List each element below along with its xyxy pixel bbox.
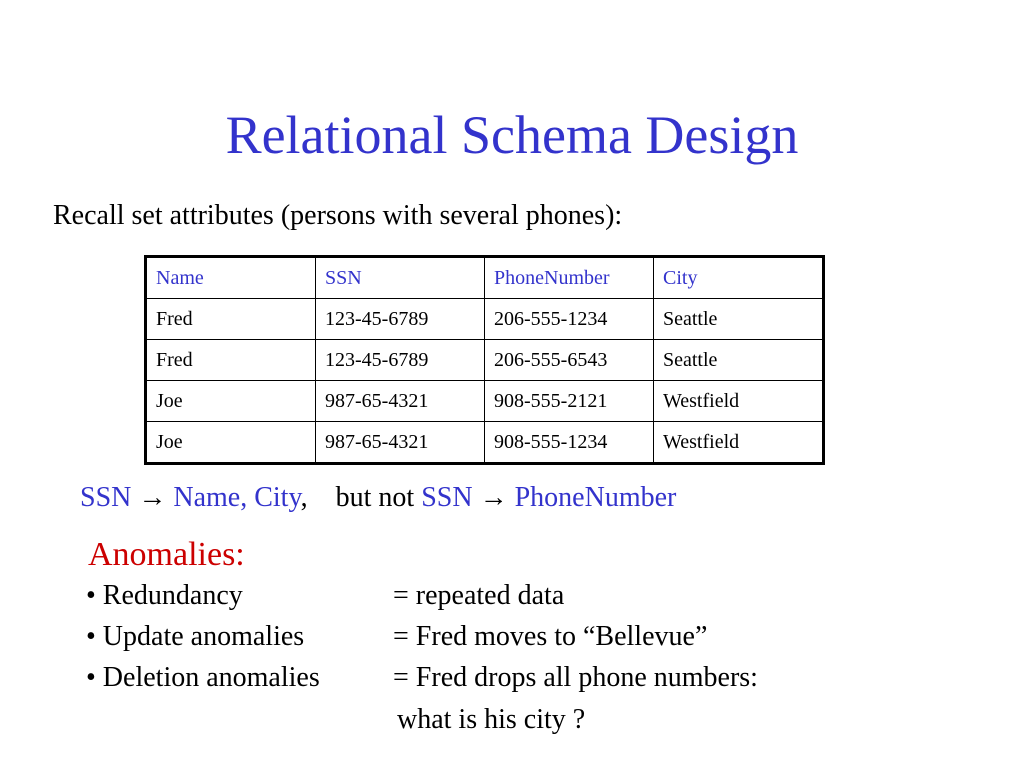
table-header-row bbox=[147, 258, 822, 299]
column-header-ssn: SSN bbox=[316, 258, 485, 299]
cell-city: Seattle bbox=[654, 340, 823, 381]
column-header-name: Name bbox=[147, 258, 316, 299]
anomaly-term: • Redundancy bbox=[86, 580, 243, 611]
cell-city: Westfield bbox=[654, 422, 823, 463]
anomaly-definition: = Fred moves to “Bellevue” bbox=[393, 621, 708, 652]
intro-text: Recall set attributes (persons with several phones): bbox=[53, 200, 623, 231]
cell-ssn: 123-45-6789 bbox=[316, 299, 485, 340]
non-dependency-lhs: SSN bbox=[421, 482, 473, 513]
anomaly-term: • Update anomalies bbox=[86, 621, 305, 652]
cell-ssn: 987-65-4321 bbox=[316, 422, 485, 463]
column-header-city: City bbox=[654, 258, 823, 299]
anomaly-definition: = repeated data bbox=[393, 580, 565, 611]
functional-dependency-line bbox=[80, 478, 676, 518]
anomaly-term: • Deletion anomalies bbox=[86, 662, 320, 693]
cell-name: Joe bbox=[147, 381, 316, 422]
dependency-lhs: SSN bbox=[80, 482, 132, 513]
dependency-separator: , but not bbox=[300, 482, 422, 513]
cell-name: Fred bbox=[147, 299, 316, 340]
dependency-rhs: Name, City bbox=[173, 482, 301, 513]
cell-ssn: 123-45-6789 bbox=[316, 340, 485, 381]
arrow-icon: → bbox=[472, 482, 515, 513]
anomalies-heading: Anomalies: bbox=[88, 536, 245, 573]
persons-table bbox=[144, 255, 825, 465]
table-row bbox=[147, 299, 822, 340]
table-row bbox=[147, 381, 822, 422]
cell-phonenumber: 206-555-6543 bbox=[485, 340, 654, 381]
cell-city: Westfield bbox=[654, 381, 823, 422]
cell-city: Seattle bbox=[654, 299, 823, 340]
slide-title: Relational Schema Design bbox=[225, 105, 799, 165]
cell-name: Fred bbox=[147, 340, 316, 381]
column-header-phonenumber: PhoneNumber bbox=[485, 258, 654, 299]
anomaly-definition-continuation: what is his city ? bbox=[397, 704, 586, 735]
cell-name: Joe bbox=[147, 422, 316, 463]
table-row bbox=[147, 422, 822, 463]
table-row bbox=[147, 340, 822, 381]
anomaly-definition: = Fred drops all phone numbers: bbox=[393, 662, 758, 693]
cell-phonenumber: 206-555-1234 bbox=[485, 299, 654, 340]
non-dependency-rhs: PhoneNumber bbox=[514, 482, 677, 513]
cell-phonenumber: 908-555-2121 bbox=[485, 381, 654, 422]
arrow-icon: → bbox=[131, 482, 174, 513]
cell-phonenumber: 908-555-1234 bbox=[485, 422, 654, 463]
cell-ssn: 987-65-4321 bbox=[316, 381, 485, 422]
